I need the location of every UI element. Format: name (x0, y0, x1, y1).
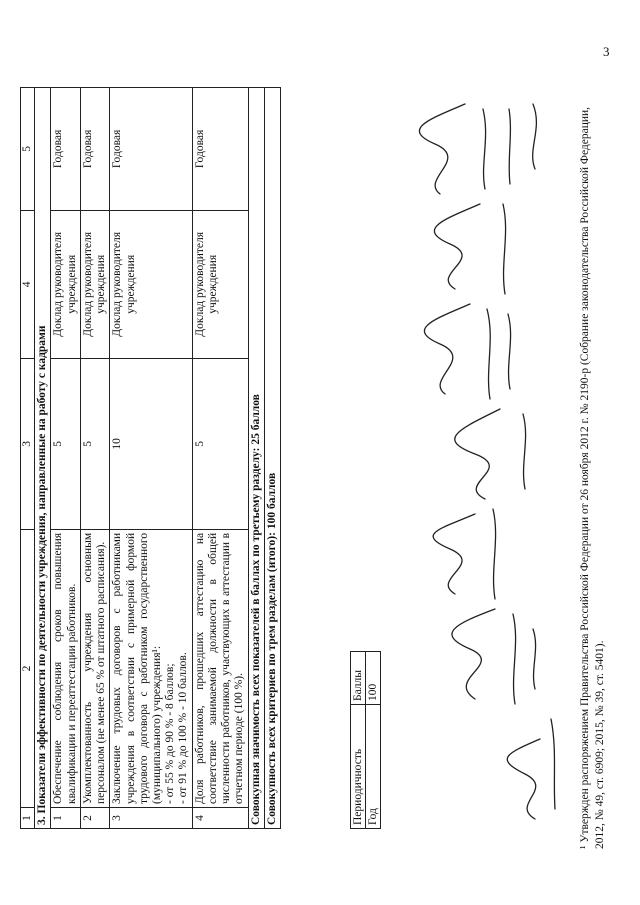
section-total-row (248, 88, 264, 829)
grand-total-row (264, 88, 280, 829)
criterion-line: Заключение трудовых договоров с работниками учреждения в соответствии с примерной формой трудового договора с работником государственного (муниципального) учреждения¹: (111, 532, 163, 805)
criterion-line: Укомплектованность учреждения основным персоналом (не менее 65 % от штатного расписания). (81, 532, 108, 805)
points-cell: 5 (51, 358, 80, 529)
table-row (192, 88, 248, 829)
period-cell: Годовая (110, 88, 192, 211)
table-row (80, 88, 109, 829)
column-number: 3 (21, 358, 35, 529)
criteria-table (20, 87, 281, 829)
source-cell: Доклад руководителя учреждения (110, 210, 192, 358)
criterion-text (80, 529, 109, 807)
periodicity-value: Год (366, 705, 381, 829)
source-cell: Доклад руководителя учреждения (51, 210, 80, 358)
column-number-row (21, 88, 35, 829)
period-cell: Годовая (51, 88, 80, 211)
section-title-row (35, 88, 51, 829)
column-number: 1 (21, 808, 35, 829)
row-number: 4 (192, 808, 248, 829)
page-number: 3 (603, 44, 610, 59)
column-number: 4 (21, 210, 35, 358)
handwritten-signatures (415, 89, 580, 849)
criterion-line: - от 55 % до 90 % - 8 баллов; (164, 663, 177, 805)
source-cell: Доклад руководителя учреждения (80, 210, 109, 358)
period-cell: Годовая (80, 88, 109, 211)
table-row (51, 88, 80, 829)
points-header: Баллы (351, 652, 366, 705)
column-number: 2 (21, 529, 35, 807)
footnote: ¹ Утвержден распоряжением Правительства Российской Федерации от 26 ноября 2012 г. № 2190-р (Собрание законодательства Российской Федерации, 2012, № 49, ст. 6909; 2015, № 39, ст. 5401). (579, 106, 606, 849)
section-title: 3. Показатели эффективности по деятельности учреждения, направленные на работу с кадрами (35, 88, 51, 829)
row-number: 1 (51, 808, 80, 829)
points-cell: 5 (80, 358, 109, 529)
criterion-text (110, 529, 192, 807)
row-number: 3 (110, 808, 192, 829)
criterion-line: Обеспечение соблюдения сроков повышения квалификации и переаттестации работников. (52, 532, 78, 805)
table-row (110, 88, 192, 829)
points-value: 100 (366, 652, 381, 705)
criterion-text (192, 529, 248, 807)
criterion-line: - от 91 % до 100 % - 10 баллов. (177, 652, 190, 805)
grand-total: Совокупность всех критериев по трем разделам (итого): 100 баллов (264, 88, 280, 829)
rotated-page-content (20, 89, 610, 849)
points-cell: 5 (192, 358, 248, 529)
period-cell: Годовая (192, 88, 248, 211)
criterion-text (51, 529, 80, 807)
periodicity-header-row (351, 652, 366, 829)
periodicity-value-row (366, 652, 381, 829)
column-number: 5 (21, 88, 35, 211)
points-cell: 10 (110, 358, 192, 529)
criterion-line: Доля работников, прошедших аттестацию на соответствие занимаемой должности в общей численности работников, участвующих в аттестации в отчетном периоде (100 %). (193, 532, 246, 805)
row-number: 2 (80, 808, 109, 829)
section-total: Совокупная значимость всех показателей в баллах по третьему разделу: 25 баллов (248, 88, 264, 829)
source-cell: Доклад руководителя учреждения (192, 210, 248, 358)
periodicity-header: Периодичность (351, 705, 366, 829)
periodicity-table (350, 651, 381, 829)
